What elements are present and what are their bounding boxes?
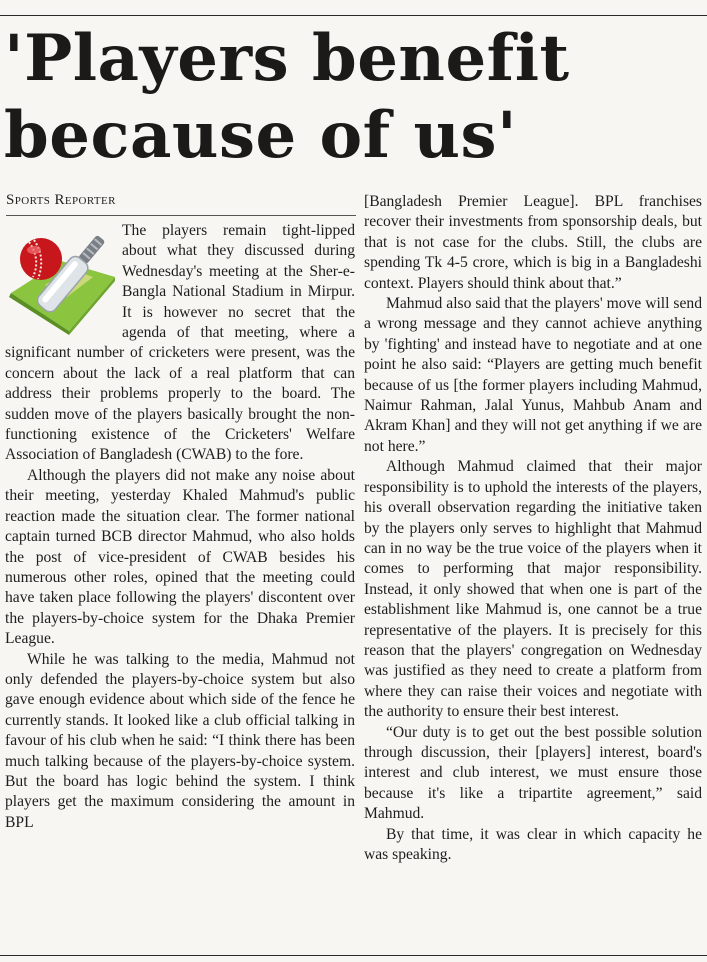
article-paragraph-2: Although the players did not make any noise about their meeting, yesterday Khaled Mahmud's public reaction made the situation clear. The former national captain turned BCB director Mahmud, who also holds the post of vice-president of CWAB besides his numerous other roles, opined that the meeting could have taken place following the players' discontent over the players-by-choice system for the Dhaka Premier League. [5, 466, 355, 648]
article-paragraph-3: While he was talking to the media, Mahmud not only defended the players-by-choice system but also gave enough evidence about which side of the fence he currently stands. It looked like a club official talking in favour of his club when he said: “I think there has been much talking because of the players-by-choice system. But the board has logic behind the system. I think players get the maximum considering the amount in BPL [5, 650, 355, 831]
article-paragraph-1: The players remain tight-lipped about what they discussed during Wednesday's meeting at the Sher-e-Bangla National Stadium in Mirpur. It is however no secret that the agenda of that meeting, where a significant number of cricketers were present, was the concern about the lack of a real platform that can address their problems properly to the board. The sudden move of the players basically brought the non-functioning existence of the Cricketers' Welfare Association of Bangladesh (CWAB) to the fore. [5, 222, 355, 464]
cricket-ball-and-bat-icon [5, 223, 117, 335]
article-column-right [364, 192, 702, 865]
byline: Sports Reporter [6, 192, 116, 208]
top-rule [0, 15, 707, 16]
article-paragraph-5: Although Mahmud claimed that their major responsibility is to uphold the interests of the players, his overall observation regarding the initiative taken by the players only serves to highlight that Mahmud can in no way be the true voice of the players when it comes to performing that major responsibility. Instead, it only showed that when one is part of the establishment like Mahmud is, one cannot be a true representative of the players. It is precisely for this reason that the players' congregation on Wednesday was justified as they need to create a platform from where they can raise their voices and negotiate with the authority to ensure their best interest. [364, 458, 702, 721]
article-column-left [5, 221, 355, 833]
byline-rule [6, 215, 356, 216]
article-paragraph-6: “Our duty is to get out the best possible solution through discussion, their [players] interest, board's interest and club interest, we must ensure those because it's like a tripartite agreement,” said Mahmud. [364, 723, 702, 823]
bottom-rule [0, 955, 707, 956]
article-paragraph-3-continued: [Bangladesh Premier League]. BPL franchises recover their investments from sponsorship deals, but that is not case for the clubs. Still, the clubs are spending Tk 4-5 crore, which is big in a Bangladeshi context. Players should think about that.” [364, 193, 702, 292]
article-paragraph-4: Mahmud also said that the players' move will send a wrong message and they cannot achieve anything by 'fighting' and instead have to negotiate and at one point he also said: “Players are getting much benefit because of us [the former players including Mahmud, Naimur Rahman, Jalal Yunus, Mahbub Anam and Akram Khan] and they will not get anything if we are not here.” [364, 295, 702, 455]
headline: 'Players benefit because of us' [4, 21, 570, 173]
article-paragraph-7: By that time, it was clear in which capacity he was speaking. [364, 825, 702, 863]
